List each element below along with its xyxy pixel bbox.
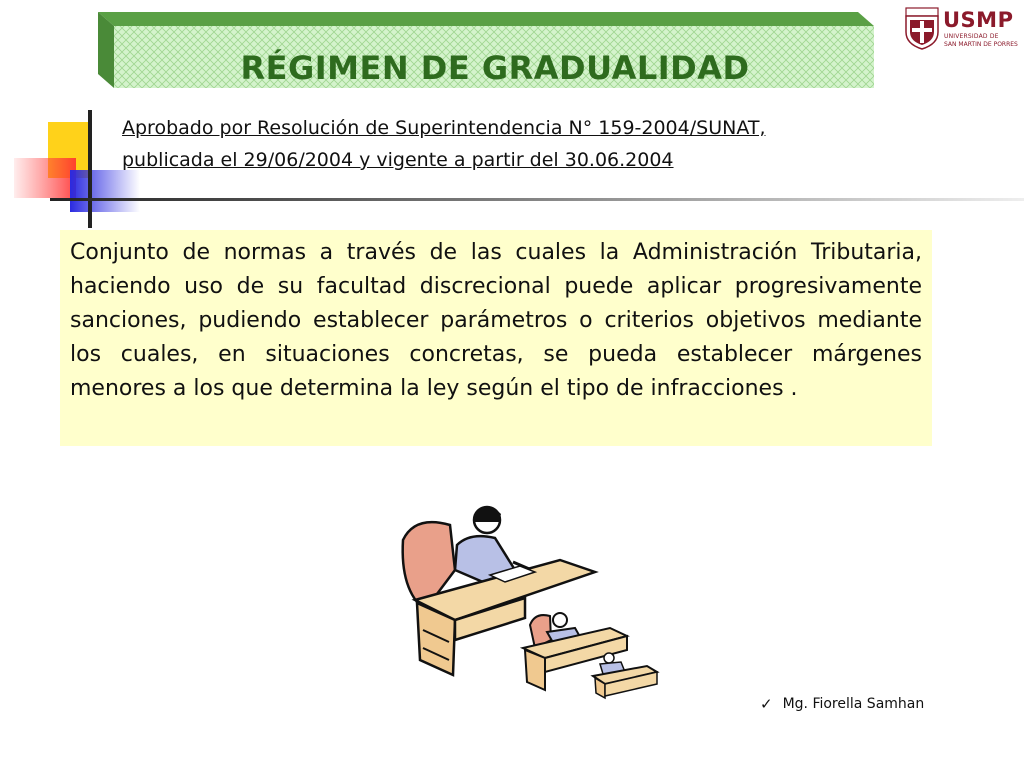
logo-wordmark: USMP [943, 8, 1014, 32]
definition-box [60, 230, 936, 446]
usmp-logo [900, 6, 1020, 50]
office-clipart [395, 500, 660, 700]
crest-icon [902, 6, 942, 50]
logo-subtitle-2: SAN MARTIN DE PORRES [944, 41, 1018, 48]
author-credit [760, 692, 924, 716]
checkmark-icon: ✓ [760, 695, 773, 713]
definition-text: Conjunto de normas a través de las cuales la Administración Tributaria, haciendo uso de su facultad discrecional puede aplicar progresivamente sanciones, pudiendo establecer parámetros o criterios objetivos mediante los cuales, en situaciones concretas, se pueda establecer márgenes menores a los que determina la ley según el tipo de infracciones . [70, 240, 936, 401]
resolution-line-2: publicada el 29/06/2004 y vigente a partir del 30.06.2004 [122, 149, 674, 171]
title-banner [98, 12, 874, 88]
author-name: Mg. Fiorella Samhan [782, 696, 925, 712]
logo-subtitle-1: UNIVERSIDAD DE [944, 33, 999, 40]
resolution-info [122, 112, 922, 176]
resolution-line-1: Aprobado por Resolución de Superintendencia N° 159-2004/SUNAT, [122, 117, 766, 139]
page-title: RÉGIMEN DE GRADUALIDAD [240, 49, 750, 87]
